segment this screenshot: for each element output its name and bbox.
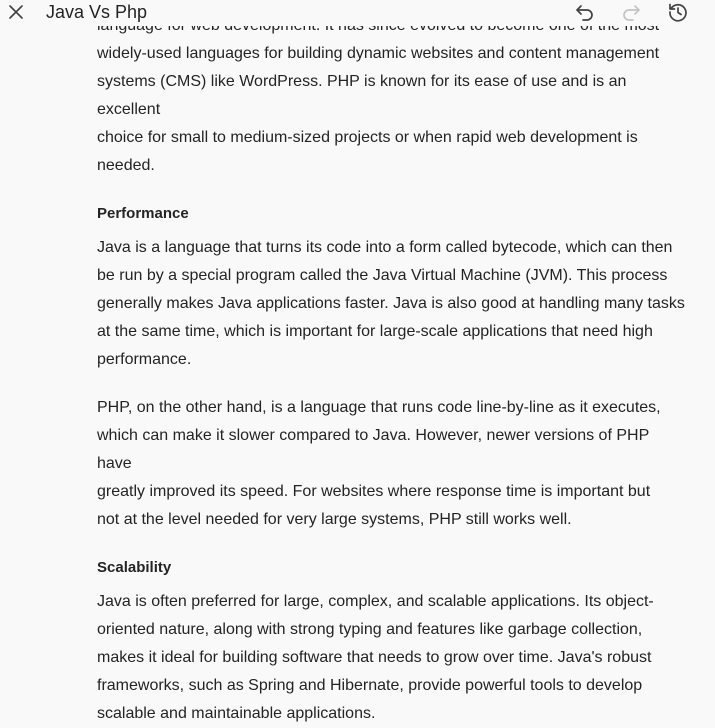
scalability-paragraph (97, 588, 687, 728)
paragraph-line: makes it ideal for building software that needs to grow over time. Java's robust (97, 649, 652, 666)
paragraph-line: widely-used languages for building dynamic websites and content management (97, 45, 660, 62)
paragraph-line: frameworks, such as Spring and Hibernate, provide powerful tools to develop (97, 677, 643, 694)
performance-paragraph-2 (97, 394, 687, 534)
close-icon (8, 4, 24, 20)
paragraph-line: be run by a special program called the Java Virtual Machine (JVM). This process (97, 267, 668, 284)
redo-icon (620, 1, 642, 23)
section-heading-scalability: Scalability (97, 559, 172, 576)
paragraph-line: at the same time, which is important for large-scale applications that need high (97, 323, 653, 340)
paragraph-line: greatly improved its speed. For websites where response time is important but (97, 483, 651, 500)
redo-button[interactable] (619, 0, 643, 24)
paragraph-line: performance. (97, 351, 192, 368)
undo-button[interactable] (573, 0, 597, 24)
paragraph-line: generally makes Java applications faster. Java is also good at handling many tasks (97, 295, 685, 312)
paragraph-line: scalable and maintainable applications. (97, 705, 376, 722)
paragraph-line: oriented nature, along with strong typing and features like garbage collection, (97, 621, 643, 638)
paragraph-line: Java is a language that turns its code into a form called bytecode, which can then (97, 239, 673, 256)
paragraph-line: not at the level needed for very large systems, PHP still works well. (97, 511, 572, 528)
paragraph-line: which can make it slower compared to Java. However, newer versions of PHP have (97, 427, 649, 472)
page-title: Java Vs Php (46, 2, 148, 22)
performance-paragraph-1 (97, 234, 687, 374)
paragraph-line: choice for small to medium-sized projects or when rapid web development is (97, 129, 638, 146)
history-icon (667, 1, 689, 23)
paragraph-line: Java is often preferred for large, complex, and scalable applications. Its object- (97, 593, 654, 610)
paragraph-line: needed. (97, 157, 155, 174)
document-scroll-area (97, 12, 687, 728)
intro-paragraph (97, 12, 687, 180)
paragraph-line: PHP, on the other hand, is a language that runs code line-by-line as it executes, (97, 399, 661, 416)
history-button[interactable] (666, 0, 690, 24)
title-bar (0, 0, 715, 26)
close-button[interactable] (6, 2, 26, 22)
section-heading-performance: Performance (97, 205, 189, 222)
undo-icon (574, 1, 596, 23)
document-body (97, 26, 687, 722)
paragraph-line: systems (CMS) like WordPress. PHP is known for its ease of use and is an excellent (97, 73, 627, 118)
